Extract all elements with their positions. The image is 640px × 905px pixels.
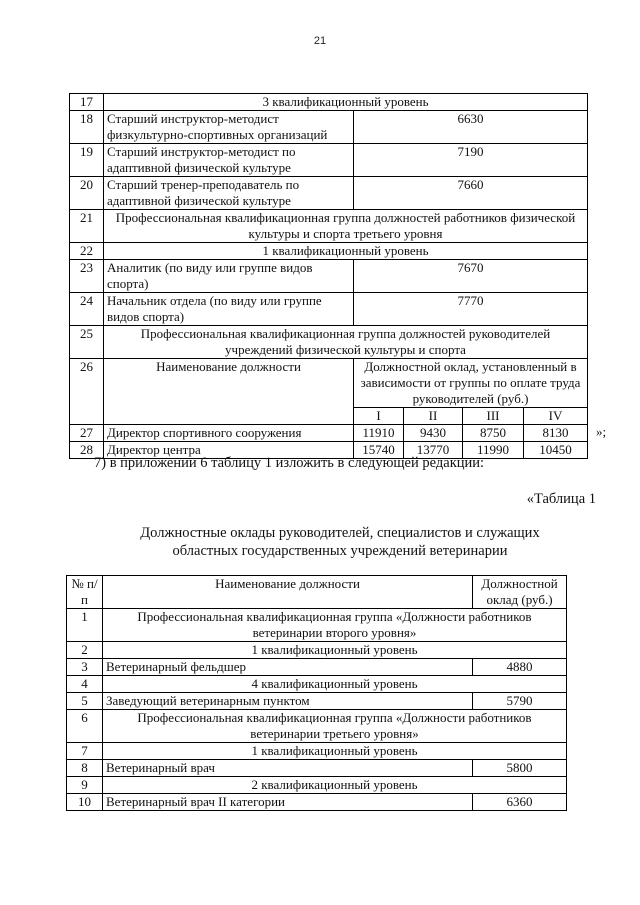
table-row: [67, 710, 567, 743]
name-column-header: Наименование должности: [104, 359, 354, 425]
row-number: 18: [70, 111, 104, 144]
position-name: Аналитик (по виду или группе видов спорта): [104, 260, 354, 293]
salary-column-header: Должностной оклад (руб.): [473, 576, 567, 609]
group-heading: Профессиональная квалификационная группа должностей руководителей учреждений физической культуры и спорта: [104, 326, 588, 359]
salary-value: 10450: [524, 442, 588, 459]
salary-value: 7670: [354, 260, 588, 293]
salary-column-header: Должностной оклад, установленный в зависимости от группы по оплате труда руководителей (руб.): [354, 359, 588, 408]
position-name: Старший тренер-преподаватель по адаптивной физической культуре: [104, 177, 354, 210]
group-label: III: [463, 408, 524, 425]
row-number: 19: [70, 144, 104, 177]
salary-value: 7190: [354, 144, 588, 177]
table-row: [67, 676, 567, 693]
row-number: 6: [67, 710, 103, 743]
salary-value: 7660: [354, 177, 588, 210]
salary-value: 9430: [404, 425, 463, 442]
salary-value: 6630: [354, 111, 588, 144]
closing-quote: »;: [596, 424, 607, 439]
position-name: Директор центра: [104, 442, 354, 459]
table-label: «Таблица 1: [526, 491, 596, 507]
row-number: 22: [70, 243, 104, 260]
level-heading: 1 квалификационный уровень: [103, 743, 567, 760]
level-heading: 1 квалификационный уровень: [103, 642, 567, 659]
position-name: Ветеринарный врач II категории: [103, 794, 473, 811]
group-heading: Профессиональная квалификационная группа должностей работников физической культуры и спорта третьего уровня: [104, 210, 588, 243]
group-heading: 3 квалификационный уровень: [104, 94, 588, 111]
table-row: [67, 743, 567, 760]
table-row: [67, 659, 567, 676]
group-label: II: [404, 408, 463, 425]
row-number: 8: [67, 760, 103, 777]
row-number: 1: [67, 609, 103, 642]
level-heading: 2 квалификационный уровень: [103, 777, 567, 794]
group-label: I: [354, 408, 404, 425]
amendment-paragraph: 7) в приложении 6 таблицу 1 изложить в следующей редакции:: [94, 455, 485, 471]
position-name: Начальник отдела (по виду или группе видов спорта): [104, 293, 354, 326]
table-row: [70, 293, 588, 326]
salary-value: 11990: [463, 442, 524, 459]
number-column-header: № п/п: [67, 576, 103, 609]
row-number: 24: [70, 293, 104, 326]
sports-salary-table: [69, 93, 588, 459]
salary-value: 8130: [524, 425, 588, 442]
row-number: 25: [70, 326, 104, 359]
row-number: 4: [67, 676, 103, 693]
salary-value: 7770: [354, 293, 588, 326]
table-row: [70, 111, 588, 144]
salary-value: 5790: [473, 693, 567, 710]
row-number: 26: [70, 359, 104, 425]
row-number: 21: [70, 210, 104, 243]
position-name: Старший инструктор-методист физкультурно-спортивных организаций: [104, 111, 354, 144]
salary-value: 15740: [354, 442, 404, 459]
table-row: [67, 609, 567, 642]
salary-value: 6360: [473, 794, 567, 811]
table-row: [70, 359, 588, 408]
table-row: [70, 177, 588, 210]
row-number: 23: [70, 260, 104, 293]
table-row: [70, 425, 588, 442]
row-number: 3: [67, 659, 103, 676]
salary-value: 4880: [473, 659, 567, 676]
row-number: 10: [67, 794, 103, 811]
row-number: 7: [67, 743, 103, 760]
table-row: [70, 260, 588, 293]
page-number: 21: [313, 35, 327, 47]
table-row: [70, 144, 588, 177]
table-row: [67, 642, 567, 659]
row-number: 9: [67, 777, 103, 794]
veterinary-salary-table: [66, 575, 567, 811]
level-heading: 4 квалификационный уровень: [103, 676, 567, 693]
group-heading: Профессиональная квалификационная группа «Должности работников ветеринарии второго уровня»: [103, 609, 567, 642]
salary-value: 11910: [354, 425, 404, 442]
position-name: Старший инструктор-методист по адаптивной физической культуре: [104, 144, 354, 177]
table-row: [67, 760, 567, 777]
position-name: Директор спортивного сооружения: [104, 425, 354, 442]
name-column-header: Наименование должности: [103, 576, 473, 609]
group-heading: Профессиональная квалификационная группа «Должности работников ветеринарии третьего уровня»: [103, 710, 567, 743]
row-number: 5: [67, 693, 103, 710]
salary-value: 13770: [404, 442, 463, 459]
position-name: Ветеринарный врач: [103, 760, 473, 777]
table-row: [67, 794, 567, 811]
level-heading: 1 квалификационный уровень: [104, 243, 588, 260]
row-number: 28: [70, 442, 104, 459]
salary-value: 8750: [463, 425, 524, 442]
group-label: IV: [524, 408, 588, 425]
table-row: [70, 94, 588, 111]
table-row: [70, 243, 588, 260]
row-number: 20: [70, 177, 104, 210]
table-row: [67, 777, 567, 794]
row-number: 17: [70, 94, 104, 111]
row-number: 2: [67, 642, 103, 659]
table-row: [67, 693, 567, 710]
position-name: Ветеринарный фельдшер: [103, 659, 473, 676]
table-row: [70, 326, 588, 359]
table-header-row: [67, 576, 567, 609]
table-heading: Должностные оклады руководителей, специалистов и служащих областных государственных учреждений ветеринарии: [140, 525, 540, 559]
row-number: 27: [70, 425, 104, 442]
position-name: Заведующий ветеринарным пунктом: [103, 693, 473, 710]
table-row: [70, 210, 588, 243]
salary-value: 5800: [473, 760, 567, 777]
